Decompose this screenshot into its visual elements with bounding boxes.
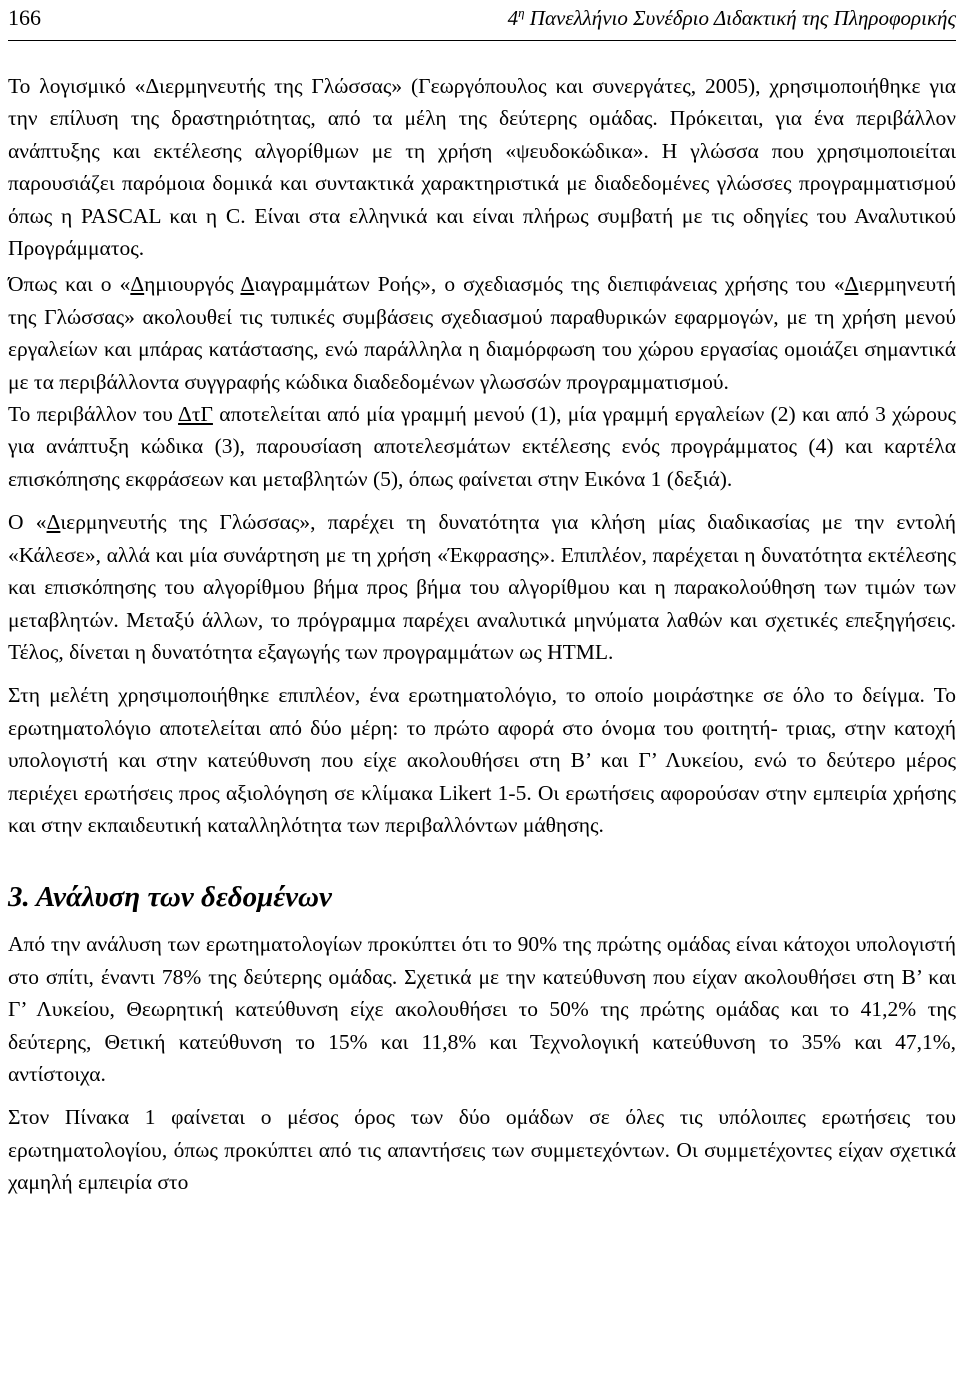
conference-ordinal: 4	[507, 6, 519, 30]
underlined-letter: Δ	[240, 272, 255, 297]
paragraph-segment: ημιουργός	[144, 272, 241, 297]
conference-title	[508, 5, 956, 31]
conference-ordinal-superscript: η	[518, 5, 525, 20]
underlined-letter: Δ	[130, 272, 145, 297]
conference-title-text: Πανελλήνιο Συνέδριο Διδακτική της Πληροφορικής	[524, 6, 956, 30]
paragraph-segment: Ο «	[8, 510, 47, 535]
paragraph-software-intro: Το λογισμικό «Διερμηνευτής της Γλώσσας» (Γεωργόπουλος και συνεργάτες, 2005), χρησιμοποιήθηκε για την επίλυση της δραστηριότητας, από τα μέλη της δεύτερης ομάδας. Πρόκειται, για ένα περιβάλλον ανάπτυξης και εκτέλεσης αλγορίθμων με τη χρήση «ψευδοκώδικα». Η γλώσσα που χρησιμοποιείται παρουσιάζει παρόμοια δομικά και συντακτικά χαρακτηριστικά με διαδεδομένες γλώσσες προγραμματισμού όπως η PASCAL και η C. Είναι στα ελληνικά και είναι πλήρως συμβατή με τις οδηγίες του Αναλυτικού Προγράμματος.	[8, 74, 956, 261]
paragraph-environment-parts	[8, 398, 956, 495]
document-page	[8, 0, 956, 1199]
paragraph-analysis-results: Από την ανάλυση των ερωτηματολογίων προκύπτει ότι το 90% της πρώτης ομάδας είναι κάτοχοι υπολογιστή στο σπίτι, έναντι 78% της δεύτερης ομάδας. Σχετικά με την κατεύθυνση που είχαν ακολουθήσει στη Β’ και Γ’ Λυκείου, Θεωρητική κατεύθυνση είχε ακολουθήσει το 50% της πρώτης ομάδας και το 41,2% της δεύτερης, Θετική κατεύθυνση το 15% και 11,8% και Τεχνολογική κατεύθυνση το 35% και 47,1%, αντίστοιχα.	[8, 932, 956, 1086]
paragraph-interpreter-features	[8, 506, 956, 668]
paragraph-segment: Όπως και ο «	[8, 272, 131, 297]
running-header	[8, 0, 956, 41]
paragraph-segment: ιαγραμμάτων Ροής», ο σχεδιασμός της διεπιφάνειας χρήσης του «	[254, 272, 845, 297]
section-heading: 3. Ανάλυση των δεδομένων	[8, 881, 332, 914]
page-number: 166	[8, 5, 41, 30]
paragraph-segment: ιερμηνευτής της Γλώσσας», παρέχει τη δυνατότητα για κλήση μίας διαδικασίας με την εντολή «Κάλεσε», αλλά και μία συνάρτηση με τη χρήση «Έκφρασης». Επιπλέον, παρέχεται η δυνατότητα εκτέλεσης και επισκόπησης του αλγορίθμου βήμα προς βήμα του αλγορίθμου και η παρακολούθηση των τιμών των μεταβλητών. Μεταξύ άλλων, το πρόγραμμα παρέχει αναλυτικά μηνύματα λαθών και σχετικές επεξηγήσεις. Τέλος, δίνεται η δυνατότητα εξαγωγής των προγραμμάτων ως HTML.	[8, 510, 956, 664]
underlined-letter: Δ	[46, 510, 61, 535]
paragraph-segment: Το περιβάλλον του	[8, 402, 179, 427]
paragraph-table-reference: Στον Πίνακα 1 φαίνεται ο μέσος όρος των δύο ομάδων σε όλες τις υπόλοιπες ερωτήσεις του ερωτηματολογίου, όπως προκύπτει από τις απαντήσεις των συμμετεχόντων. Οι συμμετέχοντες είχαν σχετικά χαμηλή εμπειρία στο	[8, 1105, 956, 1195]
paragraph-interface-design	[8, 268, 956, 398]
paragraph-segment: αποτελείται από μία γραμμή μενού (1), μία γραμμή εργαλείων (2) και από 3 χώρους για ανάπτυξη κώδικα (3), παρουσίαση αποτελεσμάτων εκτέλεσης ενός προγράμματος (4) και καρτέλα επισκόπησης εκφράσεων και μεταβλητών (5), όπως φαίνεται στην Εικόνα 1 (δεξιά).	[8, 402, 956, 491]
paragraph-segment: ιερμηνευτή της Γλώσσας» ακολουθεί τις τυπικές συμβάσεις σχεδιασμού παραθυρικών εφαρμογών, με τη χρήση μενού εργαλείων και μπάρας κατάστασης, ενώ παράλληλα η διαμόρφωση του χώρου εργασίας ομοιάζει σημαντικά με τα περιβάλλοντα συγγραφής κώδικα διαδεδομένων γλωσσών προγραμματισμού.	[8, 272, 957, 394]
underlined-abbreviation: ΔτΓ	[178, 402, 213, 427]
underlined-letter: Δ	[844, 272, 859, 297]
body-content	[8, 70, 956, 1199]
paragraph-questionnaire: Στη μελέτη χρησιμοποιήθηκε επιπλέον, ένα ερωτηματολόγιο, το οποίο μοιράστηκε σε όλο το δείγμα. Το ερωτηματολόγιο αποτελείται από δύο μέρη: το πρώτο αφορά στο όνομα του φοιτητή- τριας, στην κατοχή υπολογιστή και στην κατεύθυνση που είχε ακολουθήσει στη Β’ και Γ’ Λυκείου, ενώ το δεύτερο μέρος περιέχει ερωτήσεις προς αξιολόγηση σε κλίμακα Likert 1-5. Οι ερωτήσεις αφορούσαν στην εμπειρία χρήσης και στην εκπαιδευτική καταλληλότητα των περιβαλλόντων μάθησης.	[8, 683, 956, 837]
